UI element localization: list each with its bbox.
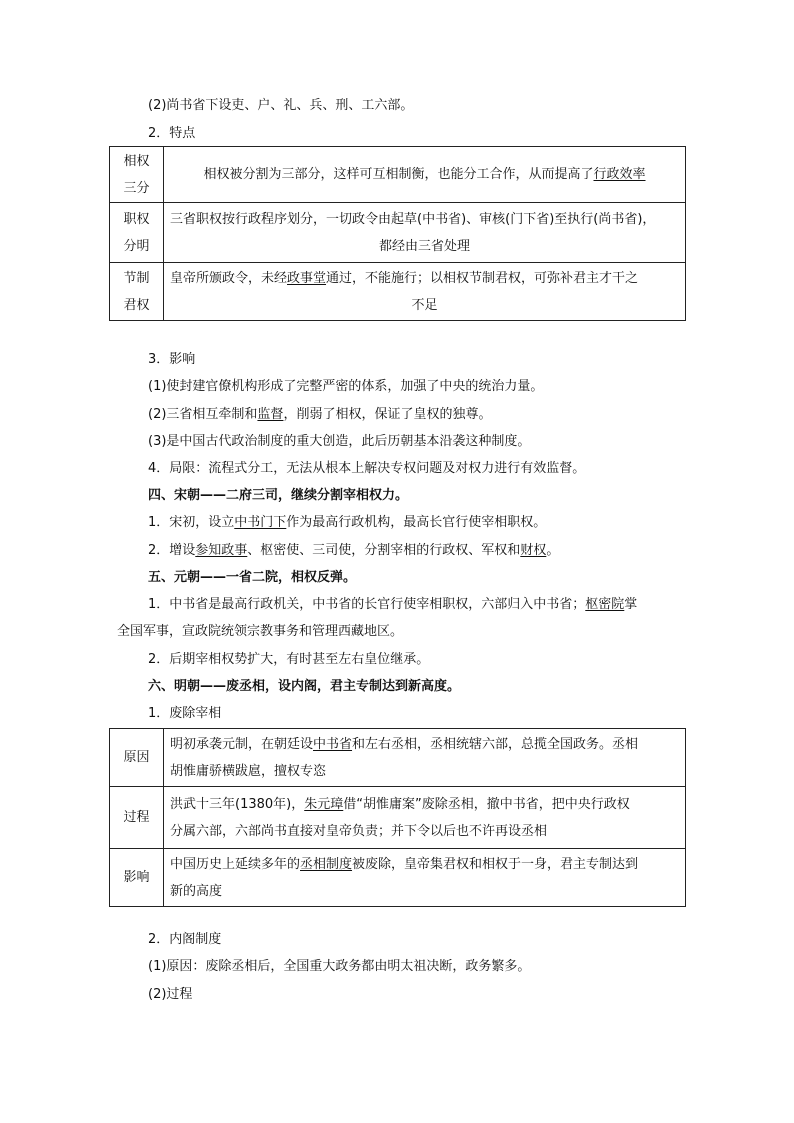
row-content: 皇帝所颁政令，未经政事堂通过，不能施行；以相权节制君权，可弥补君主才干之 不足: [164, 263, 686, 321]
features-table: [109, 146, 686, 321]
section-heading: 五、元朝——一省二院，相权反弹。: [148, 570, 357, 585]
row-content: 三省职权按行政程序划分，一切政令由起草(中书省)、审核(门下省)至执行(尚书省)， 都经由三省处理: [164, 203, 686, 263]
section-heading: 六、明朝——废丞相，设内阁，君主专制达到新高度。: [148, 679, 461, 694]
row-header: 相权 三分: [110, 147, 164, 203]
row-content: 明初承袭元制，在朝廷设中书省和左右丞相，丞相统辖六部，总揽全国政务。丞相 胡惟庸骄横跋扈，擅权专恣: [164, 729, 686, 787]
paragraph: 1．宋初，设立中书门下作为最高行政机构，最高长官行使宰相职权。: [148, 515, 547, 530]
table-row: [110, 203, 686, 263]
paragraph: 1．中书省是最高行政机关，中书省的长官行使宰相职权，六部归入中书省；枢密院掌: [148, 597, 638, 612]
paragraph: (2)三省相互牵制和监督，削弱了相权，保证了皇权的独尊。: [148, 407, 492, 422]
table-row: [110, 787, 686, 849]
paragraph: (3)是中国古代政治制度的重大创造，此后历朝基本沿袭这种制度。: [148, 434, 531, 449]
paragraph: 4．局限：流程式分工，无法从根本上解决专权问题及对权力进行有效监督。: [148, 461, 586, 476]
paragraph-continuation: 全国军事，宣政院统领宗教事务和管理西藏地区。: [117, 624, 404, 639]
row-header: 职权 分明: [110, 203, 164, 263]
table-row: [110, 849, 686, 907]
subsection-heading: 2．特点: [148, 126, 196, 141]
paragraph: (1)原因：废除丞相后，全国重大政务都由明太祖决断，政务繁多。: [148, 959, 531, 974]
abolish-table: [109, 728, 686, 907]
paragraph: (2)过程: [148, 987, 193, 1002]
row-content: 洪武十三年(1380年)，朱元璋借“胡惟庸案”废除丞相，撤中书省，把中央行政权 分属六部，六部尚书直接对皇帝负责；并下令以后也不许再设丞相: [164, 787, 686, 849]
row-header: 节制 君权: [110, 263, 164, 321]
row-header: 过程: [110, 787, 164, 849]
row-content: 相权被分割为三部分，这样可互相制衡，也能分工合作，从而提高了行政效率: [164, 147, 686, 203]
section-heading: 3．影响: [148, 352, 196, 367]
table-row: [110, 729, 686, 787]
subsection-heading: 2．内阁制度: [148, 932, 222, 947]
subsection-line: (2)尚书省下设吏、户、礼、兵、刑、工六部。: [148, 98, 414, 113]
row-header: 原因: [110, 729, 164, 787]
paragraph: 2．增设参知政事、枢密使、三司使，分割宰相的行政权、军权和财权。: [148, 543, 560, 558]
paragraph: (1)使封建官僚机构形成了完整严密的体系，加强了中央的统治力量。: [148, 379, 544, 394]
table-row: [110, 263, 686, 321]
table-row: [110, 147, 686, 203]
section-heading: 四、宋朝——二府三司，继续分割宰相权力。: [148, 488, 409, 503]
row-content: 中国历史上延续多年的丞相制度被废除，皇帝集君权和相权于一身，君主专制达到 新的高度: [164, 849, 686, 907]
paragraph: 2．后期宰相权势扩大，有时甚至左右皇位继承。: [148, 652, 430, 667]
subsection-heading: 1．废除宰相: [148, 706, 222, 721]
row-header: 影响: [110, 849, 164, 907]
